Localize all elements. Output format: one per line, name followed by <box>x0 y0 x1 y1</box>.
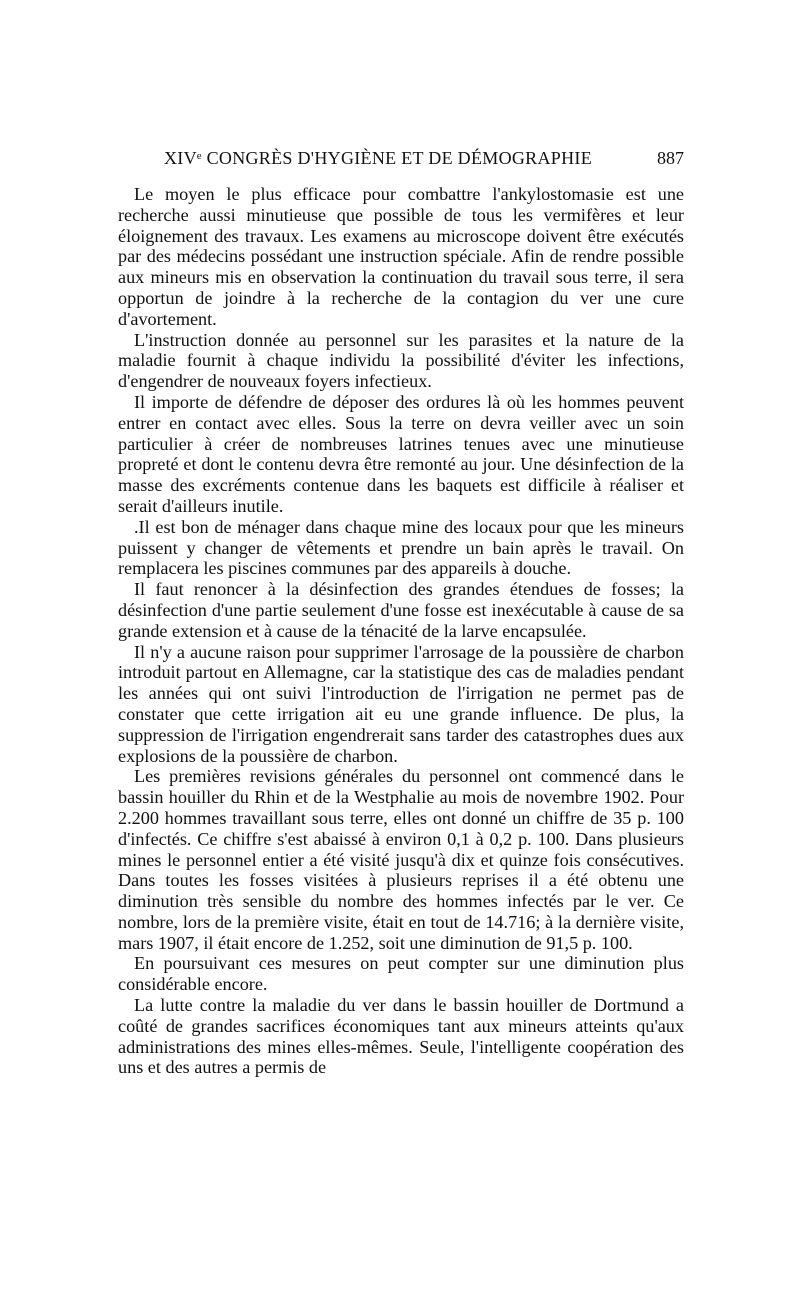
paragraph: En poursuivant ces mesures on peut compter sur une diminution plus considérable encore. <box>118 953 684 995</box>
paragraph: La lutte contre la maladie du ver dans le bassin houiller de Dortmund a coûté de grandes sacrifices économiques tant aux mineurs atteints qu'aux administrations des mines elles-mêmes. Seule, l'intelligente coopération des uns et des autres a permis de <box>118 995 684 1078</box>
paragraph: .Il est bon de ménager dans chaque mine des locaux pour que les mineurs puissent y changer de vêtements et prendre un bain après le travail. On remplacera les piscines communes par des appareils à douche. <box>118 516 684 579</box>
paragraph: L'instruction donnée au personnel sur les parasites et la nature de la maladie fournit à chaque individu la possibilité d'éviter les infections, d'engendrer de nouveaux foyers infectieux. <box>118 329 684 392</box>
paragraph: Il importe de défendre de déposer des ordures là où les hommes peuvent entrer en contact avec elles. Sous la terre on devra veiller avec un soin particulier à créer de nombreuses latrines tenues avec une minutieuse propreté et dont le contenu devra être remonté au jour. Une désinfection de la masse des excréments contenue dans les baquets est difficile à réaliser et serait d'ailleurs inutile. <box>118 391 684 516</box>
page-number: 887 <box>657 148 684 168</box>
body-text <box>118 184 684 1078</box>
paragraph: Il faut renoncer à la désinfection des grandes étendues de fosses; la désinfection d'une partie seulement d'une fosse est inexécutable à cause de sa grande extension et à cause de la ténacité de la larve encapsulée. <box>118 579 684 641</box>
paragraph: Le moyen le plus efficace pour combattre l'ankylostomasie est une recherche aussi minutieuse que possible de tous les vermifères et leur éloignement des travaux. Les examens au microscope doivent être exécutés par des médecins possédant une instruction spéciale. Afin de rendre possible aux mineurs mis en observation la continuation du travail sous terre, il sera opportun de joindre à la recherche de la contagion du ver une cure d'avortement. <box>118 184 684 329</box>
paragraph: Les premières revisions générales du personnel ont commencé dans le bassin houiller du Rhin et de la Westphalie au mois de novembre 1902. Pour 2.200 hommes travaillant sous terre, elles ont donné un chiffre de 35 p. 100 d'infectés. Ce chiffre s'est abaissé à environ 0,1 à 0,2 p. 100. Dans plusieurs mines le personnel entier a été visité jusqu'à dix et quinze fois consécutives. Dans toutes les fosses visitées à plusieurs reprises il a été obtenu une diminution très sensible du nombre des hommes infectés par le ver. Ce nombre, lors de la première visite, était en tout de 14.716; à la dernière visite, mars 1907, il était encore de 1.252, soit une diminution de 91,5 p. 100. <box>118 766 684 953</box>
running-title: XIVᵉ CONGRÈS D'HYGIÈNE ET DE DÉMOGRAPHIE <box>163 148 592 168</box>
paragraph: Il n'y a aucune raison pour supprimer l'arrosage de la poussière de charbon introduit partout en Allemagne, car la statistique des cas de maladies pendant les années qui ont suivi l'introduction de l'irrigation ne permet pas de constater que cette irrigation ait eu une grande influence. De plus, la suppression de l'irrigation engendrerait sans tarder des catastrophes dues aux explosions de la poussière de charbon. <box>118 641 684 766</box>
running-header <box>118 145 684 171</box>
